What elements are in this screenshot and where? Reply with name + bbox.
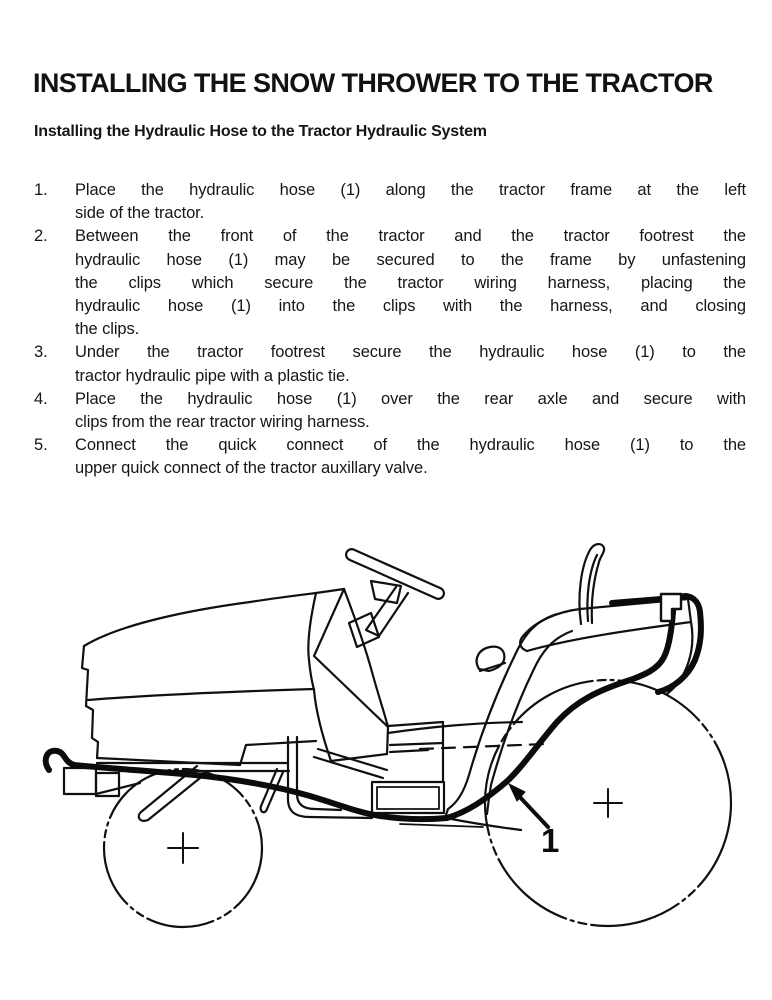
list-item — [34, 388, 746, 434]
step-text-line: Connect the quick connect of the hydraulic hose (1) to the — [75, 436, 746, 455]
step-text-line: the clips. — [75, 320, 140, 339]
step-text-line: side of the tractor. — [75, 204, 205, 223]
step-text — [75, 179, 746, 225]
step-text-line: Under the tractor footrest secure the hydraulic hose (1) to the — [75, 343, 746, 362]
section-subtitle: Installing the Hydraulic Hose to the Tractor Hydraulic System — [34, 123, 487, 140]
step-text-line: Place the hydraulic hose (1) along the tractor frame at the left — [75, 181, 746, 199]
instruction-list — [34, 179, 746, 480]
list-item — [34, 225, 746, 341]
quick-connect — [661, 594, 681, 621]
step-text — [75, 434, 746, 480]
page-title: INSTALLING THE SNOW THROWER TO THE TRACTOR — [33, 68, 713, 98]
step-text-line: hydraulic hose (1) may be secured to the frame by unfastening — [75, 250, 746, 269]
step-text — [75, 388, 746, 434]
steering-wheel — [344, 547, 445, 636]
step-text-line: upper quick connect of the tractor auxillary valve. — [75, 459, 428, 478]
hydraulic-hose — [46, 596, 701, 819]
tractor-hood — [82, 593, 316, 765]
list-item — [34, 179, 746, 225]
step-number: 5. — [34, 436, 48, 455]
tractor-figure — [0, 522, 772, 990]
step-number: 3. — [34, 343, 48, 362]
list-item — [34, 434, 746, 480]
step-text-line: hydraulic hose (1) into the clips with the harness, and closing — [75, 296, 746, 315]
callout-arrow — [509, 784, 548, 827]
step-number: 2. — [34, 227, 48, 246]
callout-label: 1 — [541, 822, 560, 859]
step-text-line: the clips which secure the tractor wiring harness, placing the — [75, 273, 746, 292]
step-text-line: tractor hydraulic pipe with a plastic tie. — [75, 366, 350, 385]
step-text-line: Between the front of the tractor and the tractor footrest the — [75, 227, 746, 246]
step-number: 4. — [34, 389, 48, 408]
rear-fender — [445, 614, 692, 818]
rear-wheel — [485, 680, 731, 926]
list-item — [34, 341, 746, 387]
step-text-line: clips from the rear tractor wiring harness. — [75, 412, 370, 431]
step-text — [75, 341, 746, 387]
step-text-line: Place the hydraulic hose (1) over the rear axle and secure with — [75, 389, 746, 408]
frame-and-footrest — [64, 722, 545, 830]
step-text — [75, 225, 746, 341]
step-number: 1. — [34, 181, 48, 199]
